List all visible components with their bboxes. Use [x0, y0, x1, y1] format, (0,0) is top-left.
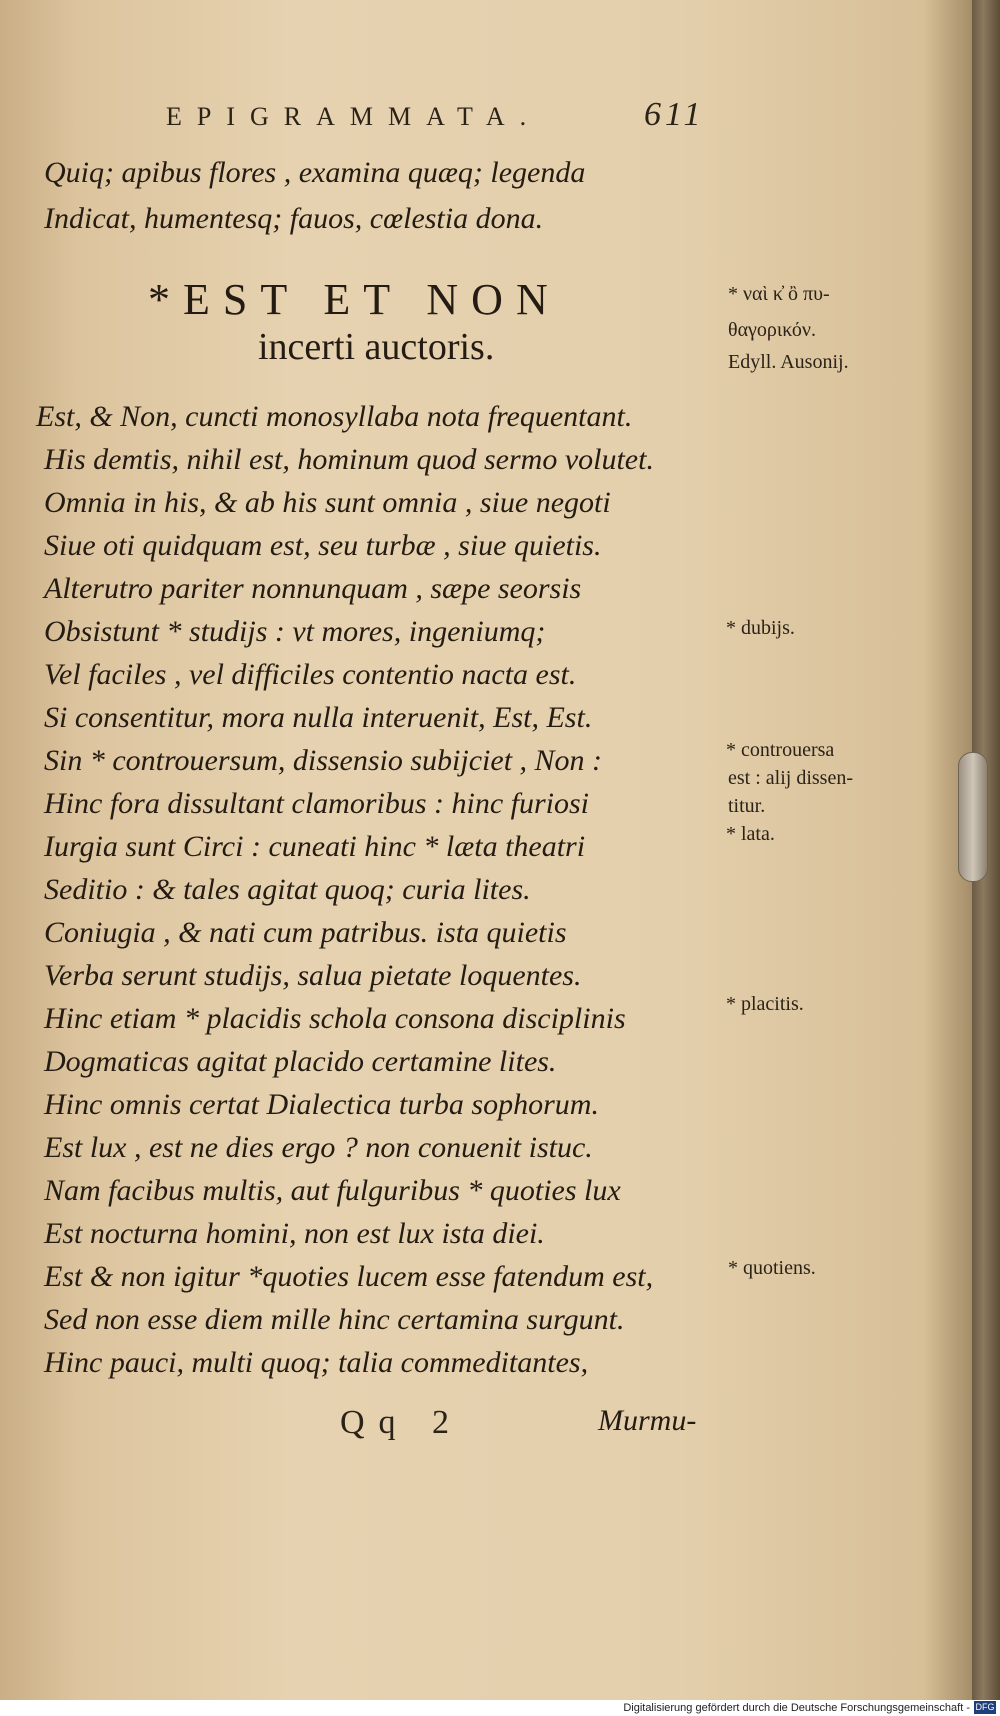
catchword: Murmu- [598, 1404, 697, 1437]
page-number: 611 [644, 96, 705, 133]
poem-title-line-2: incerti auctoris. [258, 326, 495, 368]
poem-line: Sin * controuersum, dissensio subijciet , Non : [44, 744, 603, 777]
digitization-credit: Digitalisierung gefördert durch die Deutsche Forschungsgemeinschaft - [623, 1702, 970, 1714]
poem-line: Hinc fora dissultant clamoribus : hinc furiosi [44, 787, 590, 820]
poem-line: Est lux , est ne dies ergo ? non conuenit istuc. [44, 1131, 593, 1164]
poem-line: Coniugia , & nati cum patribus. ista quietis [44, 916, 567, 949]
margin-note: titur. [728, 795, 766, 817]
text-line: Quiq; apibus flores , examina quæq; legenda [44, 156, 586, 189]
text-line: Indicat, humentesq; fauos, cœlestia dona. [44, 202, 544, 235]
poem-line: Verba serunt studijs, salua pietate loquentes. [44, 959, 582, 992]
poem-line: Est, & Non, cuncti monosyllaba nota frequentant. [36, 400, 633, 433]
signature-mark: Qq 2 [340, 1404, 464, 1441]
poem-line: Seditio : & tales agitat quoq; curia lites. [44, 873, 531, 906]
poem-line: Omnia in his, & ab his sunt omnia , siue negoti [44, 486, 611, 519]
margin-note: Edyll. Ausonij. [728, 351, 849, 373]
poem-line: His demtis, nihil est, hominum quod sermo volutet. [44, 443, 654, 476]
margin-note: * quotiens. [728, 1257, 816, 1279]
poem-line: Est & non igitur *quoties lucem esse fatendum est, [44, 1260, 654, 1293]
poem-line: Dogmaticas agitat placido certamine lites. [44, 1045, 557, 1078]
margin-note: * placitis. [726, 993, 804, 1015]
book-clasp [958, 752, 988, 882]
poem-title-line-1: *EST ET NON [148, 275, 561, 324]
page-header [0, 96, 972, 136]
margin-note: * lata. [726, 823, 775, 845]
poem-line: Alterutro pariter nonnunquam , sæpe seorsis [44, 572, 582, 605]
running-title: EPIGRAMMATA. [166, 102, 542, 131]
poem-line: Sed non esse diem mille hinc certamina surgunt. [44, 1303, 625, 1336]
margin-note: * controuersa [726, 739, 835, 761]
poem-line: Hinc etiam * placidis schola consona disciplinis [44, 1002, 626, 1035]
poem-line: Vel faciles , vel difficiles contentio nacta est. [44, 658, 577, 691]
poem-line: Siue oti quidquam est, seu turbæ , siue quietis. [44, 529, 602, 562]
poem-line: Si consentitur, mora nulla interuenit, Est, Est. [44, 701, 593, 734]
poem-line: Obsistunt * studijs : vt mores, ingeniumq; [44, 615, 546, 648]
poem-line: Nam facibus multis, aut fulguribus * quoties lux [44, 1174, 621, 1207]
margin-note: * ναὶ κ̓ ὂ πυ- [728, 283, 830, 305]
poem-line: Iurgia sunt Circi : cuneati hinc * læta theatri [44, 830, 586, 863]
margin-note: θαγορικόν. [728, 319, 816, 341]
margin-note: est : alij dissen- [728, 767, 853, 789]
poem-line: Hinc pauci, multi quoq; talia commeditantes, [44, 1346, 589, 1379]
poem-line: Est nocturna homini, non est lux ista diei. [44, 1217, 545, 1250]
dfg-logo: DFG [975, 1702, 995, 1712]
poem-line: Hinc omnis certat Dialectica turba sophorum. [44, 1088, 599, 1121]
margin-note: * dubijs. [726, 617, 795, 639]
